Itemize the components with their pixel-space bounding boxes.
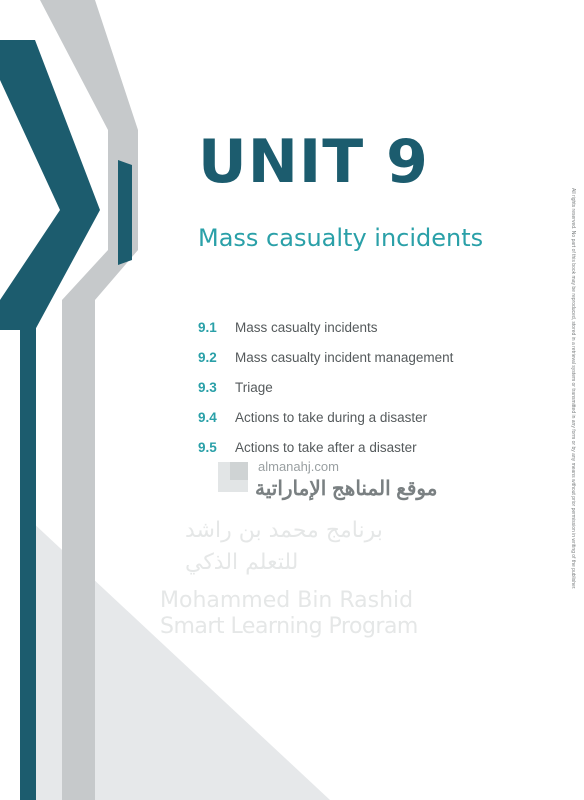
toc-label: Actions to take during a disaster (235, 409, 428, 425)
watermark-program-ar-1: برنامج محمد بن راشد (185, 518, 383, 543)
toc-item[interactable] (198, 372, 453, 402)
copyright-notice: All rights reserved. No part of this book may be reproduced, stored in a retrieval system or transmitted in any form or by any means without prior permission in writing of the publisher. (570, 188, 576, 590)
unit-title: UNIT 9 (198, 127, 429, 197)
teal-vertical-bar (20, 300, 36, 800)
toc-number: 9.3 (198, 379, 217, 395)
toc-label: Mass casualty incident management (235, 349, 454, 365)
teal-right-accent (118, 160, 132, 265)
watermark-arabic-site: موقع المناهج الإماراتية (255, 478, 438, 500)
table-of-contents (198, 312, 453, 462)
toc-number: 9.2 (198, 349, 217, 365)
watermark-site: almanahj.com (258, 459, 339, 474)
unit-subtitle: Mass casualty incidents (198, 224, 484, 252)
toc-item[interactable] (198, 342, 453, 372)
toc-item[interactable] (198, 312, 453, 342)
toc-item[interactable] (198, 432, 453, 462)
toc-number: 9.1 (198, 319, 217, 335)
toc-number: 9.4 (198, 409, 217, 425)
watermark-logo-inner (230, 462, 248, 480)
toc-label: Actions to take after a disaster (235, 439, 417, 455)
watermark-program-en-1: Mohammed Bin Rashid (160, 588, 414, 613)
toc-number: 9.5 (198, 439, 217, 455)
watermark-program-en-2: Smart Learning Program (160, 614, 418, 639)
toc-item[interactable] (198, 402, 453, 432)
toc-label: Triage (235, 379, 273, 395)
toc-label: Mass casualty incidents (235, 319, 378, 335)
watermark-program-ar-2: للتعلم الذكي (185, 550, 299, 575)
